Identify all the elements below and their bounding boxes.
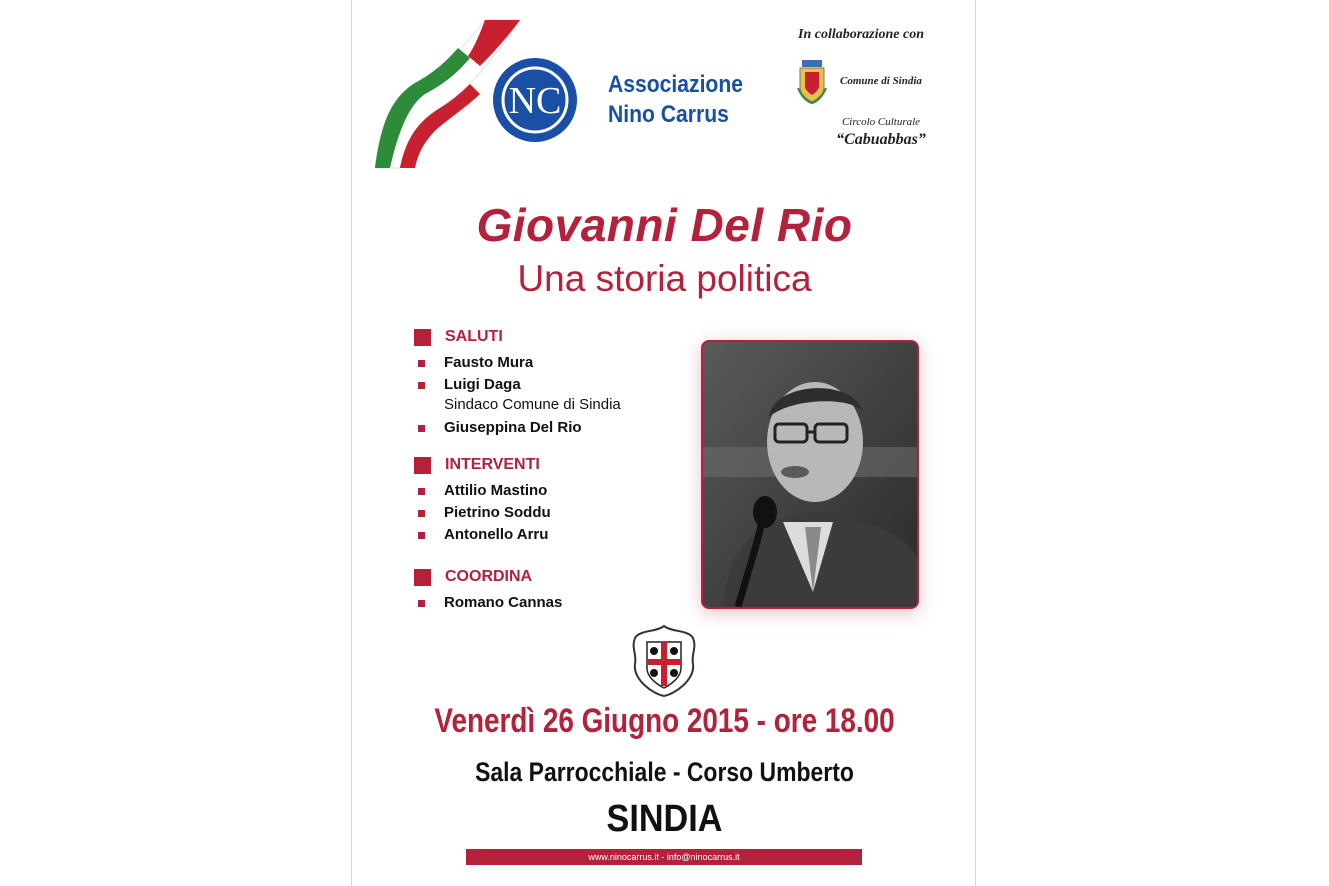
poster-title: Giovanni Del Rio <box>476 199 853 251</box>
speaker-name: Romano Cannas <box>444 594 563 611</box>
bullet-icon <box>418 360 425 367</box>
list-item <box>418 418 582 438</box>
speaker-name: Fausto Mura <box>444 354 534 371</box>
bullet-icon <box>418 510 425 517</box>
sindia-crest-icon <box>796 58 828 104</box>
circolo-name: “Cabuabbas” <box>836 131 926 148</box>
event-date: Venerdì 26 Giugno 2015 - ore 18.00 <box>434 702 895 740</box>
portrait-image <box>703 342 917 607</box>
bullet-icon <box>418 488 425 495</box>
collaboration-title: In collaborazione con <box>798 27 925 42</box>
association-line1: Associazione <box>608 71 743 98</box>
speaker-name: Giuseppina Del Rio <box>444 419 582 436</box>
logo-letters: NC <box>508 80 562 122</box>
poster-subtitle: Una storia politica <box>517 258 812 299</box>
print-credit <box>944 765 954 865</box>
speaker-name: Attilio Mastino <box>444 482 548 499</box>
section-saluti-label: SALUTI <box>445 328 503 345</box>
nino-carrus-logo <box>492 57 578 143</box>
section-interventi <box>414 456 540 474</box>
speaker-name: Luigi Daga <box>444 376 521 393</box>
section-saluti <box>414 328 503 346</box>
section-marker <box>414 457 431 474</box>
section-marker <box>414 329 431 346</box>
bullet-icon <box>418 425 425 432</box>
bullet-icon <box>418 532 425 539</box>
list-item <box>418 481 547 501</box>
list-item <box>418 503 551 523</box>
portrait-photo <box>701 340 919 609</box>
bullet-icon <box>418 382 425 389</box>
list-item <box>418 353 533 373</box>
circolo-label: Circolo Culturale <box>841 116 921 128</box>
event-city: SINDIA <box>606 798 723 840</box>
section-marker <box>414 569 431 586</box>
list-item <box>418 375 621 415</box>
association-line2: Nino Carrus <box>608 101 729 128</box>
speaker-name: Antonello Arru <box>444 526 549 543</box>
speaker-name: Pietrino Soddu <box>444 504 551 521</box>
bullet-icon <box>418 600 425 607</box>
section-coordina-label: COORDINA <box>445 568 533 585</box>
event-poster <box>351 0 976 886</box>
section-coordina <box>414 568 532 586</box>
sardinia-crest-icon <box>631 624 697 698</box>
comune-label: Comune di Sindia <box>840 75 922 87</box>
section-interventi-label: INTERVENTI <box>445 456 540 473</box>
association-name <box>608 70 743 130</box>
event-place: Sala Parrocchiale - Corso Umberto <box>475 757 854 787</box>
footer-contacts-bar <box>466 849 862 865</box>
list-item <box>418 525 548 545</box>
list-item <box>418 593 562 613</box>
speaker-role: Sindaco Comune di Sindia <box>444 396 621 413</box>
footer-contacts: www.ninocarrus.it - info@ninocarrus.it <box>588 852 740 862</box>
